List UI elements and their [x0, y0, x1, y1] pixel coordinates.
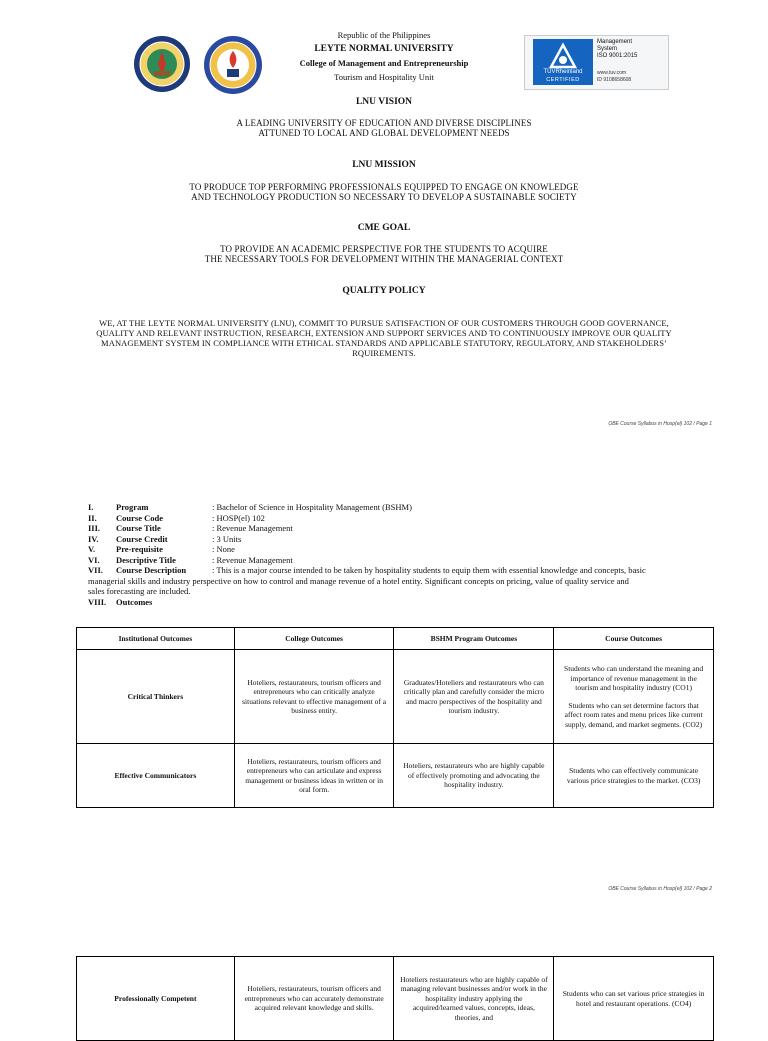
certified-badge: CERTIFIED: [546, 77, 580, 83]
vision-line-2: ATTUNED TO LOCAL AND GLOBAL DEVELOPMENT NEEDS: [258, 128, 510, 138]
table-row: [77, 650, 714, 744]
course-cell: [554, 650, 714, 744]
course-info-label: Outcomes: [116, 596, 153, 607]
course-info-value: : Revenue Management: [212, 523, 293, 533]
program-cell: Hoteliers, restaurateurs who are highly capable of effectively promoting and advocating the hospitality industry.: [394, 744, 554, 808]
course-info-value: : HOSP(el) 102: [212, 512, 265, 523]
college-cell: Hoteliers, restaurateurs, tourism officers and entrepreneurs who can articulate and express management or business ideas in written or in oral form.: [234, 744, 394, 808]
course-info-label: Course Credit: [116, 533, 168, 544]
course-cell: Students who can set various price strategies in hotel and restaurant operations. (CO4): [554, 957, 714, 1041]
header-college: College Outcomes: [234, 628, 394, 650]
course-info-number: III.: [88, 523, 101, 533]
course-outcome-co1: Students who can understand the meaning and importance of revenue management in the tourism and hospitality industry (CO1): [564, 664, 704, 692]
program-cell: Hoteliers restaurateurs who are highly capable of managing relevant businesses and/or work in the hospitality industry applying the acquired/learned values, concepts, ideas, theories, and: [394, 957, 554, 1041]
republic-label: Republic of the Philippines: [337, 30, 431, 40]
tuv-logo-icon: [533, 39, 593, 85]
policy-line-2: QUALITY AND RELEVANT INSTRUCTION, RESEARCH, EXTENSION AND SUPPORT SERVICES AND TO CONTINUOUSLY IMPROVE OUR QUALITY: [96, 328, 672, 338]
vision-line-1: A LEADING UNIVERSITY OF EDUCATION AND DIVERSE DISCIPLINES: [236, 118, 532, 128]
header-institutional: Institutional Outcomes: [77, 628, 235, 650]
course-info-value: : 3 Units: [212, 533, 242, 544]
table-row: [77, 957, 714, 1041]
policy-line-1: WE, AT THE LEYTE NORMAL UNIVERSITY (LNU), COMMIT TO PURSUE SATISFACTION OF OUR CUSTOMERS THROUGH GOOD GOVERNANCE,: [99, 318, 669, 328]
course-info-label: Course Code: [116, 512, 163, 523]
mission-line-1: TO PRODUCE TOP PERFORMING PROFESSIONALS EQUIPPED TO ENGAGE ON KNOWLEDGE: [189, 182, 579, 192]
goal-line-1: TO PROVIDE AN ACADEMIC PERSPECTIVE FOR THE STUDENTS TO ACQUIRE: [220, 244, 548, 254]
course-info-label: Course Description: [116, 565, 187, 575]
cert-line1: Management: [597, 39, 633, 45]
course-info-number: VIII.: [88, 596, 107, 607]
college-cell: Hoteliers, restaurateurs, tourism officers and entrepreneurs who can critically analyze situations relevant to effective management of a business entity.: [234, 650, 394, 744]
table-row: [77, 744, 714, 808]
cert-url: www.tuv.com: [597, 70, 627, 76]
course-info-number: V.: [88, 544, 96, 554]
cert-iso: ISO 9001:2015: [597, 53, 638, 59]
course-info-value: : Bachelor of Science in Hospitality Management (BSHM): [212, 502, 412, 512]
outcomes-table-continued: [76, 956, 714, 1041]
iso-certification-badge: [524, 35, 669, 90]
course-info-value: : None: [212, 544, 235, 554]
policy-line-4: RQUIREMENTS.: [352, 348, 416, 358]
course-info-label: Descriptive Title: [116, 554, 176, 565]
mission-line-2: AND TECHNOLOGY PRODUCTION SO NECESSARY TO DEVELOP A SUSTAINABLE SOCIETY: [191, 192, 577, 202]
program-cell: Graduates/Hoteliers and restaurateurs who can critically plan and carefully consider the micro and macro perspectives of the hospitality and tourism industry.: [394, 650, 554, 744]
college-name: College of Management and Entrepreneurship: [299, 58, 469, 68]
institutional-cell: Professionally Competent: [77, 957, 235, 1041]
goal-title: CME GOAL: [357, 223, 411, 233]
course-outcome-co2: Students who can set determine factors that affect room rates and menu prices like current supply, demand, and market segments. (CO2): [564, 700, 703, 729]
course-info-number: IV.: [88, 533, 99, 544]
goal-line-2: THE NECESSARY TOOLS FOR DEVELOPMENT WITHIN THE MANAGERIAL CONTEXT: [204, 254, 564, 264]
institutional-cell: Effective Communicators: [77, 744, 235, 808]
course-info-number: II.: [88, 512, 97, 523]
cert-line2: System: [597, 46, 618, 52]
policy-title: QUALITY POLICY: [342, 286, 426, 296]
tuv-brand: TÜVRheinland: [543, 69, 583, 75]
course-info-value: managerial skills and industry perspective on how to control and manage revenue of a hotel entity. Significant concepts on pricing, value of quality service and: [88, 575, 629, 586]
mission-title: LNU MISSION: [352, 160, 416, 170]
institutional-cell: Critical Thinkers: [77, 650, 235, 744]
header-program: BSHM Program Outcomes: [394, 628, 554, 650]
course-info-label: Program: [116, 502, 149, 512]
course-info-number: VI.: [88, 554, 100, 565]
course-info-value: sales forecasting are included.: [88, 586, 191, 596]
outcomes-table: [76, 627, 714, 808]
course-info-number: I.: [88, 502, 94, 512]
page-footer-2: OBE Course Syllabus in Hosp(el) 102 / Page 2: [608, 886, 712, 892]
college-cell: Hoteliers, restaurateurs, tourism officers and entrepreneurs who can accurately demonstrate acquired relevant knowledge and skills.: [234, 957, 394, 1041]
course-info-value: : This is a major course intended to be taken by hospitality students to equip them with essential knowledge and concepts, basic: [212, 565, 646, 575]
header-course: Course Outcomes: [554, 628, 714, 650]
outcomes-header-row: [77, 628, 714, 650]
course-info-number: VII.: [88, 565, 103, 575]
cert-id: ID 9108658608: [597, 77, 632, 83]
university-name: LEYTE NORMAL UNIVERSITY: [314, 44, 454, 54]
course-info-label: Course Title: [116, 523, 161, 533]
course-info-label: Pre-requisite: [116, 544, 163, 554]
page-footer-1: OBE Course Syllabus in Hosp(el) 102 / Page 1: [608, 421, 712, 427]
policy-line-3: MANAGEMENT SYSTEM IN COMPLIANCE WITH ETHICAL STANDARDS AND APPLICABLE STATUTORY, REGULATORY, AND STAKEHOLDERS’: [101, 338, 667, 348]
course-info-value: : Revenue Management: [212, 554, 293, 565]
unit-name: Tourism and Hospitality Unit: [334, 72, 434, 82]
course-cell: Students who can effectively communicate various price strategies to the market. (CO3): [554, 744, 714, 808]
vision-title: LNU VISION: [355, 97, 413, 107]
